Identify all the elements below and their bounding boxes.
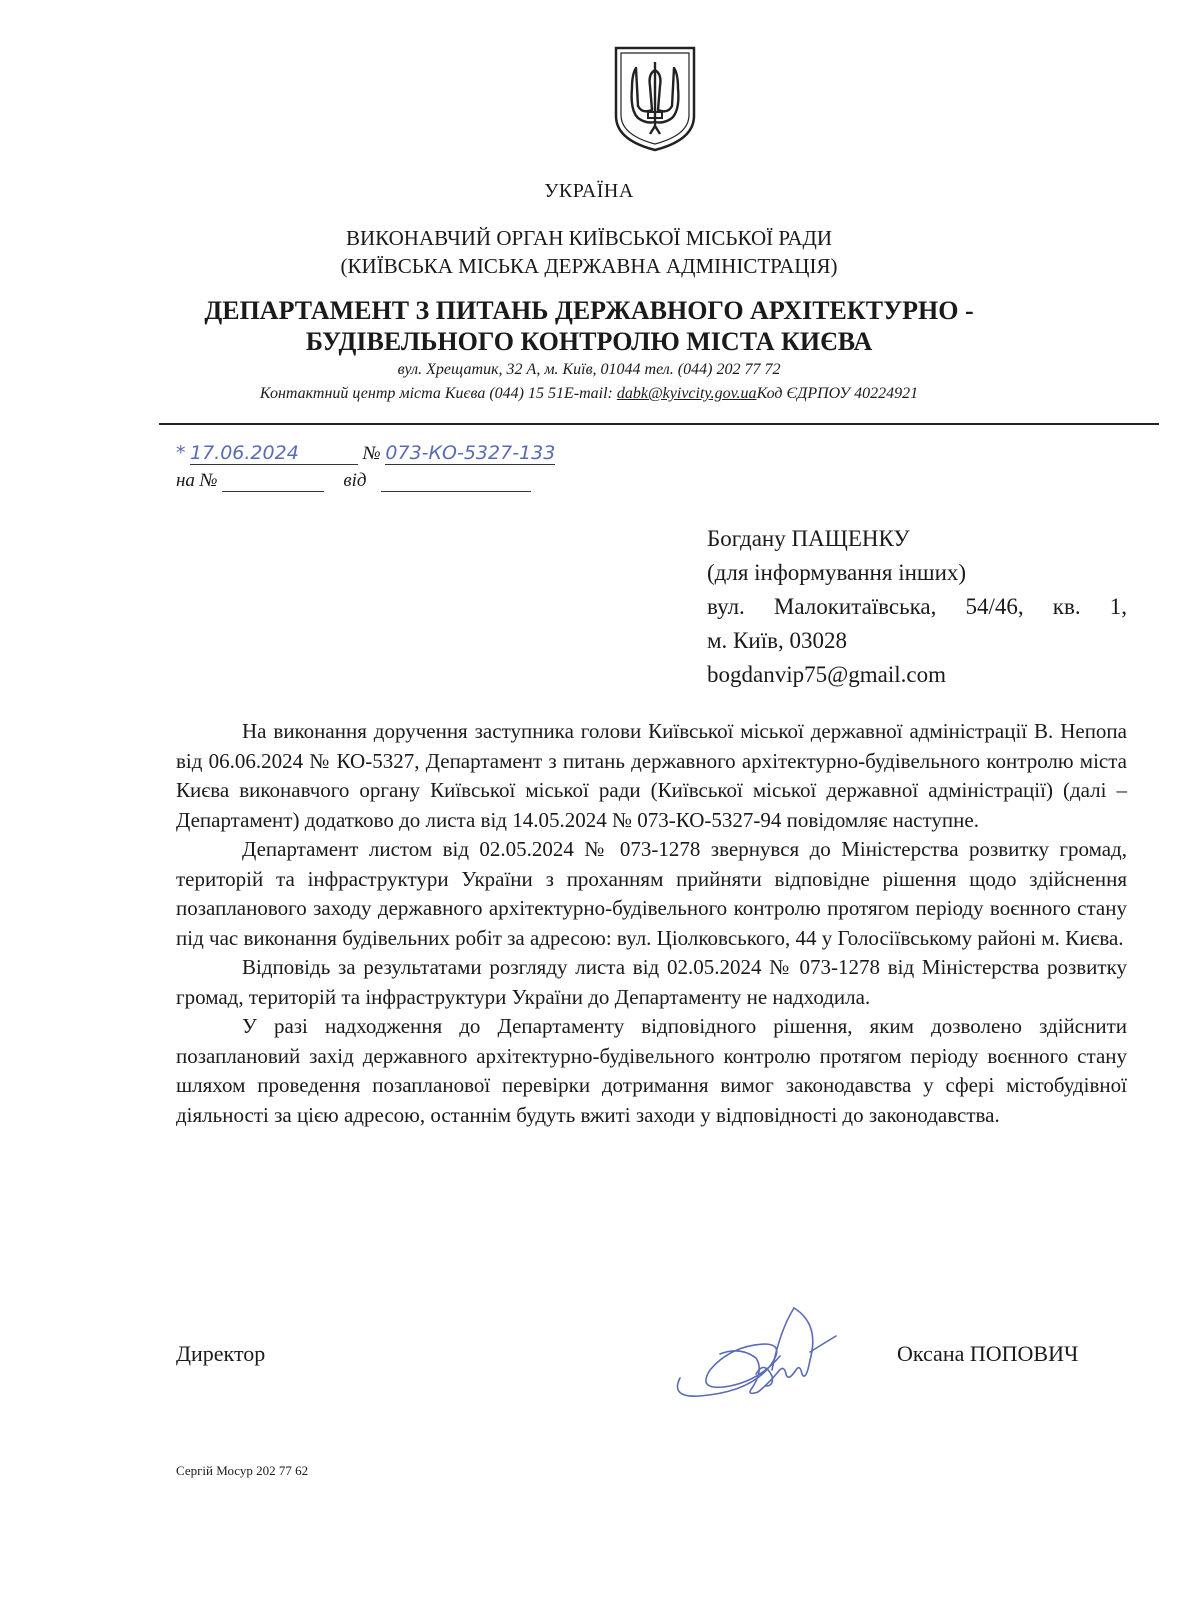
department-name-line2: БУДІВЕЛЬНОГО КОНТРОЛЮ МІСТА КИЄВА [305,327,873,356]
recipient-name: Богдану ПАЩЕНКУ [707,526,910,551]
org-name-line1: ВИКОНАВЧИЙ ОРГАН КИЇВСЬКОЇ МІСЬКОЇ РАДИ [345,226,833,250]
body-paragraph: Відповідь за результатами розгляду листа від 02.05.2024 № 073-1278 від Міністерства розвитку громад, територій та інфраструктури України до Департаменту не надходила. [176,955,1127,1009]
reply-from-label: від [343,470,367,491]
recipient-street: вул. Малокитаївська, 54/46, кв. 1, [707,594,1127,619]
registration-asterisk: * [176,442,186,464]
recipient-email: bogdanvip75@gmail.com [707,662,947,687]
recipient-city: м. Київ, 03028 [707,628,847,653]
org-name-line2: (КИЇВСЬКА МІСЬКА ДЕРЖАВНА АДМІНІСТРАЦІЯ) [340,254,838,278]
reply-number-label: на № [176,470,218,491]
reply-registration [176,470,531,492]
coat-of-arms-trident-icon [612,44,698,152]
recipient-note: (для інформування інших) [707,560,967,585]
country-label: УКРАЇНА [544,180,634,202]
department-name-line1: ДЕПАРТАМЕНТ З ПИТАНЬ ДЕРЖАВНОГО АРХІТЕКТУРНО - [204,296,974,325]
body-paragraph: У разі надходження до Департаменту відповідного рішення, яким дозволено здійснити позаплановий захід державного архітектурно-будівельного контролю протягом періоду воєнного стану шляхом проведення позапланової перевірки дотримання вимог законодавства у сфері містобудівної діяльності за цією адресою, останнім будуть вжиті заходи у відповідності до законодавства. [176,1014,1127,1127]
reply-number-blank [222,473,324,492]
executor-info: Сергій Мосур 202 77 62 [176,1463,309,1478]
handwritten-signature-icon [660,1300,860,1420]
department-address: вул. Хрещатик, 32 А, м. Київ, 01044 тел. (044) 202 77 72 [397,361,781,378]
body-paragraph: На виконання доручення заступника голови Київської міської державної адміністрації В. Непопа від 06.06.2024 № КО-5327, Департамент з питань державного архітектурно-будівельного контролю міста Києва виконавчого органу Київської міської ради (Київської міської державної адміністрації) (далі – Департамент) додатково до листа від 14.05.2024 № 073-КО-5327-94 повідомляє наступне. [176,719,1127,832]
header-divider [159,423,1159,425]
outgoing-registration [176,442,555,465]
registration-number-label: № [362,443,381,464]
signatory-title: Директор [176,1341,266,1366]
letter-body [176,717,1127,1130]
contact-center-label: Контактний центр міста Києва (044) 15 51E-mail: [259,385,617,402]
signatory-name: Оксана ПОПОВИЧ [897,1341,1079,1366]
registration-number: 073-КО-5327-133 [385,442,556,464]
edrpou-code: Код ЄДРПОУ 40224921 [756,385,919,402]
reply-date-blank [381,473,531,492]
body-paragraph: Департамент листом від 02.05.2024 № 073-1278 звернувся до Міністерства розвитку громад, територій та інфраструктури України з проханням прийняти відповідне рішення щодо здійснення позапланового заходу державного архітектурно-будівельного контролю протягом періоду воєнного стану під час виконання будівельних робіт за адресою: вул. Ціолковського, 44 у Голосіївському районі м. Києва. [176,837,1127,950]
department-contacts [0,385,1178,403]
registration-date: 17.06.2024 [190,442,358,465]
recipient-block [707,522,1127,692]
department-email-link[interactable]: dabk@kyivcity.gov.ua [616,385,757,402]
